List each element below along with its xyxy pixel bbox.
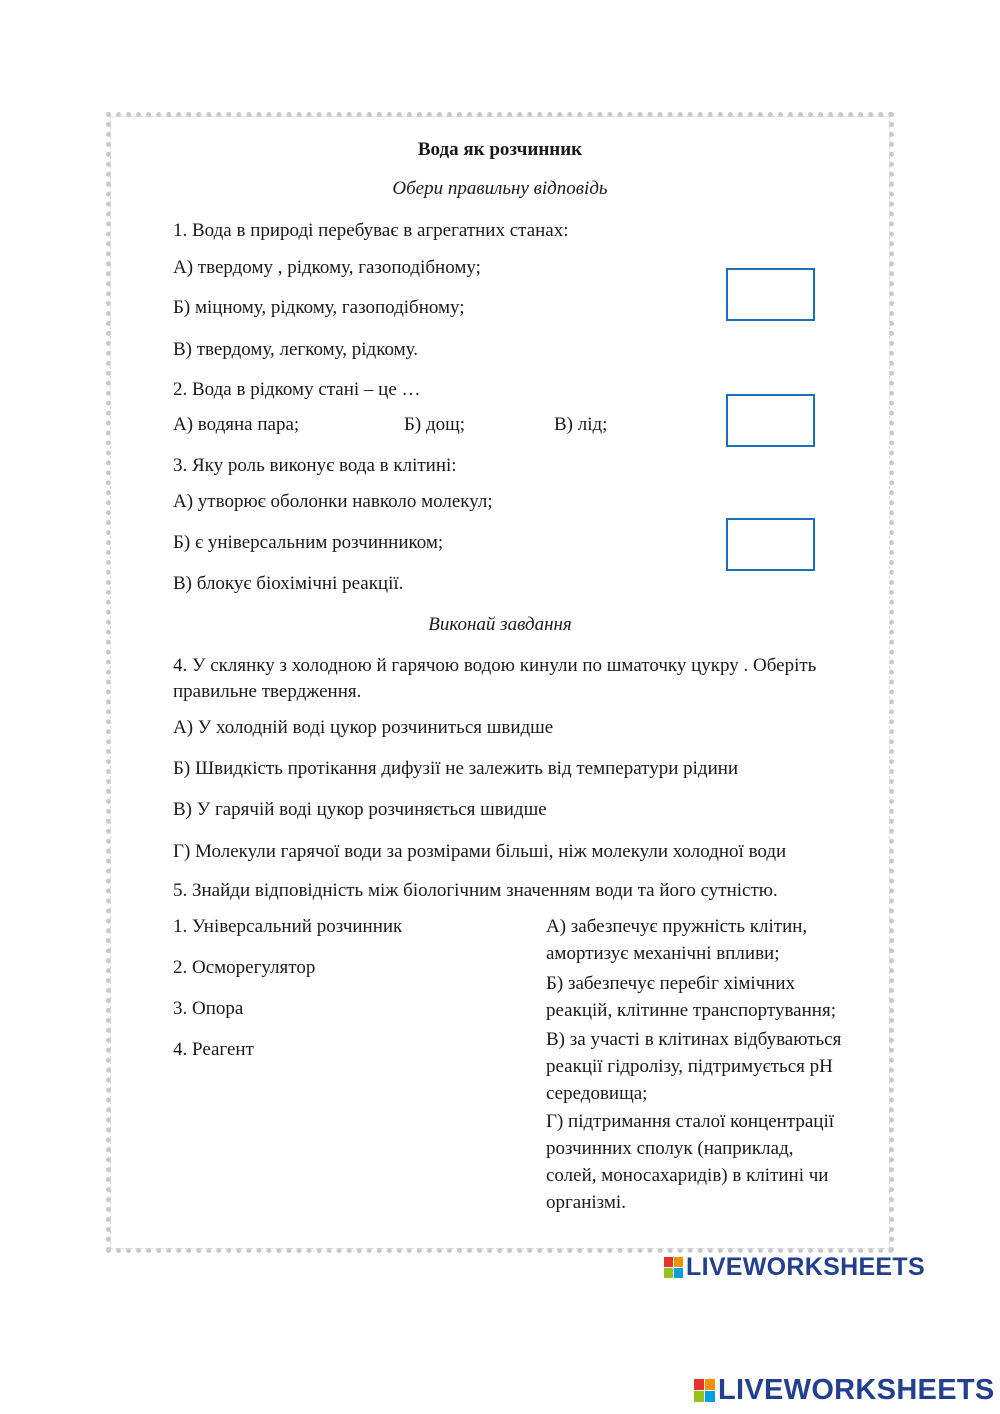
logo-mark-block — [694, 1391, 704, 1402]
question-4-line-1: 4. У склянку з холодною й гарячою водою кинули по шматочку цукру . Оберіть — [173, 655, 817, 676]
q5-left-item-2: 2. Осморегулятор — [173, 957, 316, 978]
q1-option-b: Б) міцному, рідкому, газоподібному; — [173, 297, 465, 318]
q5-right-item-b — [546, 970, 836, 1024]
q5-left-item-4: 4. Реагент — [173, 1039, 254, 1060]
logo-mark-block — [705, 1379, 715, 1390]
liveworksheets-logo-footer-text: LIVEWORKSHEETS — [718, 1374, 995, 1406]
question-3: 3. Яку роль виконує вода в клітині: — [173, 455, 457, 476]
liveworksheets-logo-text: LIVEWORKSHEETS — [686, 1253, 925, 1281]
q4-option-c: В) У гарячій воді цукор розчиняється швидше — [173, 799, 547, 820]
section-heading-choose: Обери правильну відповідь — [392, 178, 608, 199]
q5-right-item-a — [546, 913, 807, 967]
q5-right-item-d-line: розчинних сполук (наприклад, — [546, 1138, 794, 1159]
liveworksheets-logo-icon — [664, 1257, 684, 1279]
q5-right-item-b-line: реакцій, клітинне транспортування; — [546, 1000, 836, 1021]
q5-right-item-d-line: солей, моносахаридів) в клітині чи — [546, 1165, 829, 1186]
q5-right-item-a-line: А) забезпечує пружність клітин, — [546, 916, 808, 937]
question-2: 2. Вода в рідкому стані – це … — [173, 379, 421, 400]
logo-mark-block — [664, 1257, 673, 1267]
q2-option-a: А) водяна пара; — [173, 414, 300, 435]
liveworksheets-logo — [664, 1253, 925, 1281]
section-heading-task: Виконай завдання — [428, 614, 572, 635]
q4-option-a: А) У холодній воді цукор розчиниться швидше — [173, 717, 554, 738]
q5-right-item-d-line: Г) підтримання сталої концентрації — [546, 1111, 835, 1132]
liveworksheets-logo-footer-icon — [694, 1379, 716, 1403]
q3-option-a: А) утворює оболонки навколо молекул; — [173, 491, 493, 512]
logo-mark-block — [705, 1391, 715, 1402]
q5-left-item-1: 1. Універсальний розчинник — [173, 916, 403, 937]
q4-option-d: Г) Молекули гарячої води за розмірами більші, ніж молекули холодної води — [173, 841, 787, 862]
q1-option-c: В) твердому, легкому, рідкому. — [173, 339, 418, 360]
q2-option-c: В) лід; — [554, 414, 608, 435]
q2-answer-input[interactable] — [726, 394, 815, 447]
q5-right-item-c — [546, 1026, 841, 1107]
q5-right-item-c-line: реакції гідролізу, підтримується pH — [546, 1056, 833, 1077]
logo-mark-block — [664, 1268, 673, 1278]
q5-right-item-d-line: організмі. — [546, 1192, 626, 1213]
logo-mark-block — [694, 1379, 704, 1390]
q2-option-b: Б) дощ; — [404, 414, 466, 435]
q3-option-b: Б) є універсальним розчинником; — [173, 532, 444, 553]
q5-left-item-3: 3. Опора — [173, 998, 244, 1019]
q5-right-item-a-line: амортизує механічні впливи; — [546, 943, 780, 964]
liveworksheets-logo-footer — [694, 1374, 995, 1406]
q5-right-item-c-line: середовища; — [546, 1083, 648, 1104]
q1-answer-input[interactable] — [726, 268, 815, 321]
q4-option-b: Б) Швидкість протікання дифузії не залежить від температури рідини — [173, 758, 739, 779]
q1-option-a: А) твердому , рідкому, газоподібному; — [173, 257, 481, 278]
worksheet-title: Вода як розчинник — [417, 139, 583, 160]
q3-option-c: В) блокує біохімічні реакції. — [173, 573, 404, 594]
question-5: 5. Знайди відповідність між біологічним значенням води та його сутністю. — [173, 880, 778, 901]
q3-answer-input[interactable] — [726, 518, 815, 571]
q5-right-item-c-line: В) за участі в клітинах відбуваються — [546, 1029, 842, 1050]
question-4-line-2: правильне твердження. — [173, 681, 362, 702]
q5-right-item-b-line: Б) забезпечує перебіг хімічних — [546, 973, 796, 994]
q5-right-item-d — [546, 1108, 834, 1216]
question-1: 1. Вода в природі перебуває в агрегатних станах: — [173, 220, 569, 241]
logo-mark-block — [674, 1268, 683, 1278]
logo-mark-block — [674, 1257, 683, 1267]
